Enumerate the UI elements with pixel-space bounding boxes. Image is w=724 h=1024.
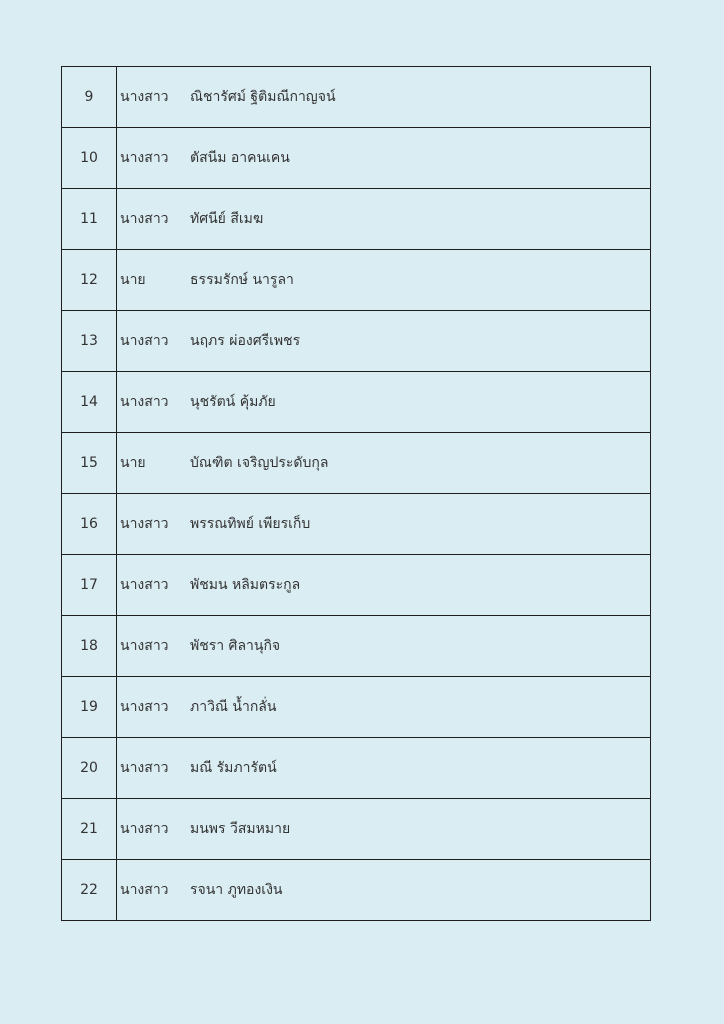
full-name: นุชรัตน์ คุ้มภัย [190,372,651,433]
name-title: นางสาว [117,189,191,250]
row-number: 15 [62,433,117,494]
row-number: 18 [62,616,117,677]
row-number: 10 [62,128,117,189]
full-name: บัณฑิต เจริญประดับกุล [190,433,651,494]
name-title: นางสาว [117,128,191,189]
row-number: 9 [62,67,117,128]
table-row [62,128,651,189]
table-row [62,372,651,433]
table-row [62,189,651,250]
table-row [62,311,651,372]
name-title: นางสาว [117,311,191,372]
row-number: 12 [62,250,117,311]
name-title: นาย [117,433,191,494]
full-name: ธรรมรักษ์ นารูลา [190,250,651,311]
table-row [62,738,651,799]
name-title: นางสาว [117,616,191,677]
name-list-table [61,66,651,921]
table-row [62,677,651,738]
full-name: ภาวิณี น้ำกลั่น [190,677,651,738]
full-name: ตัสนีม อาคนเคน [190,128,651,189]
name-title: นางสาว [117,738,191,799]
full-name: พัชมน หลิมตระกูล [190,555,651,616]
row-number: 14 [62,372,117,433]
table-row [62,555,651,616]
name-title: นางสาว [117,67,191,128]
name-title: นางสาว [117,494,191,555]
row-number: 20 [62,738,117,799]
table-row [62,250,651,311]
name-list-body [62,67,651,921]
table-row [62,67,651,128]
full-name: ทัศนีย์ สีเมฆ [190,189,651,250]
table-row [62,494,651,555]
row-number: 21 [62,799,117,860]
full-name: มนพร วีสมหมาย [190,799,651,860]
full-name: นฤภร ผ่องศรีเพชร [190,311,651,372]
full-name: ณิชารัศม์ ฐิติมณีกาญจน์ [190,67,651,128]
full-name: พรรณทิพย์ เพียรเก็บ [190,494,651,555]
name-title: นางสาว [117,860,191,921]
table-row [62,433,651,494]
row-number: 17 [62,555,117,616]
table-row [62,799,651,860]
full-name: มณี รัมภารัตน์ [190,738,651,799]
table-row [62,860,651,921]
name-title: นางสาว [117,677,191,738]
row-number: 13 [62,311,117,372]
table-row [62,616,651,677]
name-title: นางสาว [117,372,191,433]
name-title: นาย [117,250,191,311]
full-name: พัชรา ศิลานุกิจ [190,616,651,677]
name-title: นางสาว [117,555,191,616]
name-title: นางสาว [117,799,191,860]
row-number: 16 [62,494,117,555]
row-number: 19 [62,677,117,738]
row-number: 11 [62,189,117,250]
row-number: 22 [62,860,117,921]
full-name: รจนา ภูทองเงิน [190,860,651,921]
